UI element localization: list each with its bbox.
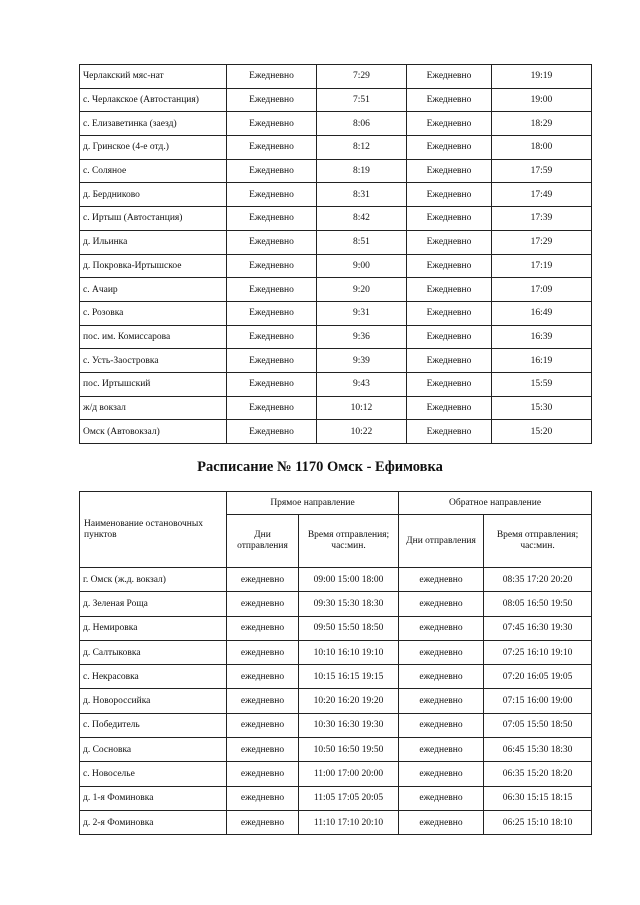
backward-time-cell: 17:39	[492, 207, 592, 231]
schedule-table-1	[79, 64, 592, 444]
backward-time-cell: 17:59	[492, 159, 592, 183]
stop-name-cell: с. Ачаир	[80, 278, 227, 302]
stop-name-cell: д. Ильинка	[80, 230, 227, 254]
backward-days-cell: ежедневно	[399, 592, 484, 616]
forward-time-cell: 9:43	[317, 372, 407, 396]
forward-days-cell: ежедневно	[227, 786, 299, 810]
forward-days-cell: Ежедневно	[227, 230, 317, 254]
backward-days-cell: Ежедневно	[407, 65, 492, 89]
backward-days-cell: ежедневно	[399, 665, 484, 689]
table-row	[80, 112, 592, 136]
stop-name-cell: д. 2-я Фоминовка	[80, 810, 227, 834]
backward-days-cell: Ежедневно	[407, 207, 492, 231]
forward-times-cell: 10:50 16:50 19:50	[299, 738, 399, 762]
forward-time-cell: 10:22	[317, 420, 407, 444]
forward-time-cell: 8:42	[317, 207, 407, 231]
stop-name-cell: с. Усть-Заостровка	[80, 349, 227, 373]
table-row	[80, 349, 592, 373]
forward-days-cell: ежедневно	[227, 568, 299, 592]
backward-days-cell: Ежедневно	[407, 183, 492, 207]
forward-days-cell: Ежедневно	[227, 396, 317, 420]
forward-times-cell: 11:05 17:05 20:05	[299, 786, 399, 810]
table-row	[80, 372, 592, 396]
page-title: Расписание № 1170 Омск - Ефимовка	[197, 459, 443, 475]
stop-name-cell: с. Новоселье	[80, 762, 227, 786]
table-row	[80, 396, 592, 420]
backward-time-cell: 17:19	[492, 254, 592, 278]
forward-days-cell: Ежедневно	[227, 349, 317, 373]
table-row	[80, 640, 592, 664]
schedule-table-2-body	[80, 568, 592, 835]
backward-days-cell: Ежедневно	[407, 112, 492, 136]
table-row	[80, 738, 592, 762]
forward-days-cell: ежедневно	[227, 762, 299, 786]
forward-days-cell: Ежедневно	[227, 65, 317, 89]
schedule-table-1-body	[80, 65, 592, 444]
backward-time-cell: 15:59	[492, 372, 592, 396]
forward-days-cell: Ежедневно	[227, 207, 317, 231]
stop-name-cell: Черлакский мяс-нат	[80, 65, 227, 89]
forward-time-cell: 9:20	[317, 278, 407, 302]
forward-days-cell: Ежедневно	[227, 183, 317, 207]
backward-time-cell: 19:00	[492, 88, 592, 112]
backward-days-cell: Ежедневно	[407, 278, 492, 302]
forward-time-cell: 8:06	[317, 112, 407, 136]
stop-name-cell: д. Покровка-Иртышское	[80, 254, 227, 278]
stop-name-cell: с. Некрасовка	[80, 665, 227, 689]
schedule-table-2-header	[80, 492, 592, 568]
stop-name-cell: с. Елизаветинка (заезд)	[80, 112, 227, 136]
backward-time-cell: 18:00	[492, 136, 592, 160]
forward-time-cell: 9:36	[317, 325, 407, 349]
header-backward-time: Время отправления; час:мин.	[484, 515, 592, 568]
forward-time-cell: 8:12	[317, 136, 407, 160]
backward-days-cell: Ежедневно	[407, 88, 492, 112]
backward-days-cell: Ежедневно	[407, 396, 492, 420]
backward-times-cell: 07:45 16:30 19:30	[484, 616, 592, 640]
forward-time-cell: 8:19	[317, 159, 407, 183]
table-row	[80, 420, 592, 444]
forward-days-cell: ежедневно	[227, 810, 299, 834]
forward-times-cell: 10:15 16:15 19:15	[299, 665, 399, 689]
stop-name-cell: ж/д вокзал	[80, 396, 227, 420]
backward-times-cell: 08:05 16:50 19:50	[484, 592, 592, 616]
forward-days-cell: Ежедневно	[227, 88, 317, 112]
forward-time-cell: 9:39	[317, 349, 407, 373]
stop-name-cell: д. Сосновка	[80, 738, 227, 762]
schedule-table-2	[79, 491, 592, 835]
backward-time-cell: 17:29	[492, 230, 592, 254]
backward-days-cell: ежедневно	[399, 616, 484, 640]
backward-days-cell: Ежедневно	[407, 349, 492, 373]
backward-days-cell: ежедневно	[399, 568, 484, 592]
table-row	[80, 136, 592, 160]
stop-name-cell: с. Розовка	[80, 301, 227, 325]
forward-days-cell: ежедневно	[227, 616, 299, 640]
backward-times-cell: 06:30 15:15 18:15	[484, 786, 592, 810]
forward-times-cell: 09:30 15:30 18:30	[299, 592, 399, 616]
backward-time-cell: 17:09	[492, 278, 592, 302]
forward-times-cell: 10:10 16:10 19:10	[299, 640, 399, 664]
forward-days-cell: Ежедневно	[227, 420, 317, 444]
backward-times-cell: 06:35 15:20 18:20	[484, 762, 592, 786]
stop-name-cell: д. Зеленая Роща	[80, 592, 227, 616]
forward-time-cell: 8:31	[317, 183, 407, 207]
backward-days-cell: Ежедневно	[407, 301, 492, 325]
backward-times-cell: 06:25 15:10 18:10	[484, 810, 592, 834]
table-row	[80, 762, 592, 786]
stop-name-cell: д. Новороссийка	[80, 689, 227, 713]
forward-days-cell: ежедневно	[227, 640, 299, 664]
table-row	[80, 616, 592, 640]
backward-days-cell: Ежедневно	[407, 325, 492, 349]
forward-days-cell: Ежедневно	[227, 372, 317, 396]
backward-days-cell: Ежедневно	[407, 230, 492, 254]
forward-time-cell: 9:00	[317, 254, 407, 278]
forward-days-cell: Ежедневно	[227, 325, 317, 349]
table-row	[80, 183, 592, 207]
table-row	[80, 301, 592, 325]
forward-days-cell: Ежедневно	[227, 136, 317, 160]
forward-time-cell: 10:12	[317, 396, 407, 420]
forward-days-cell: ежедневно	[227, 665, 299, 689]
table-row	[80, 713, 592, 737]
stop-name-cell: д. Немировка	[80, 616, 227, 640]
table-row	[80, 159, 592, 183]
stop-name-cell: Омск (Автовокзал)	[80, 420, 227, 444]
forward-days-cell: Ежедневно	[227, 254, 317, 278]
header-backward-direction: Обратное направление	[399, 492, 592, 515]
table-row	[80, 325, 592, 349]
backward-time-cell: 15:30	[492, 396, 592, 420]
backward-days-cell: Ежедневно	[407, 420, 492, 444]
backward-times-cell: 07:20 16:05 19:05	[484, 665, 592, 689]
table-row	[80, 810, 592, 834]
table-row	[80, 689, 592, 713]
backward-days-cell: ежедневно	[399, 713, 484, 737]
forward-times-cell: 09:00 15:00 18:00	[299, 568, 399, 592]
backward-days-cell: ежедневно	[399, 640, 484, 664]
backward-times-cell: 07:25 16:10 19:10	[484, 640, 592, 664]
forward-days-cell: ежедневно	[227, 592, 299, 616]
backward-days-cell: Ежедневно	[407, 136, 492, 160]
forward-time-cell: 8:51	[317, 230, 407, 254]
backward-days-cell: ежедневно	[399, 689, 484, 713]
backward-time-cell: 16:19	[492, 349, 592, 373]
stop-name-cell: пос. Иртышский	[80, 372, 227, 396]
backward-days-cell: Ежедневно	[407, 254, 492, 278]
header-stop-name: Наименование остановочных пунктов	[80, 492, 227, 568]
table-row	[80, 88, 592, 112]
forward-days-cell: ежедневно	[227, 738, 299, 762]
table-row	[80, 786, 592, 810]
forward-times-cell: 11:10 17:10 20:10	[299, 810, 399, 834]
table-row	[80, 568, 592, 592]
table-row	[80, 207, 592, 231]
forward-days-cell: ежедневно	[227, 713, 299, 737]
backward-days-cell: Ежедневно	[407, 372, 492, 396]
table-row	[80, 65, 592, 89]
table-row	[80, 254, 592, 278]
table-row	[80, 230, 592, 254]
backward-time-cell: 18:29	[492, 112, 592, 136]
backward-times-cell: 08:35 17:20 20:20	[484, 568, 592, 592]
backward-time-cell: 17:49	[492, 183, 592, 207]
forward-days-cell: Ежедневно	[227, 159, 317, 183]
table-row	[80, 278, 592, 302]
forward-days-cell: Ежедневно	[227, 278, 317, 302]
forward-time-cell: 9:31	[317, 301, 407, 325]
header-forward-days: Дни отправления	[227, 515, 299, 568]
forward-times-cell: 10:20 16:20 19:20	[299, 689, 399, 713]
backward-days-cell: ежедневно	[399, 762, 484, 786]
stop-name-cell: пос. им. Комиссарова	[80, 325, 227, 349]
header-forward-direction: Прямое направление	[227, 492, 399, 515]
stop-name-cell: г. Омск (ж.д. вокзал)	[80, 568, 227, 592]
stop-name-cell: д. Бердниково	[80, 183, 227, 207]
backward-days-cell: Ежедневно	[407, 159, 492, 183]
stop-name-cell: д. 1-я Фоминовка	[80, 786, 227, 810]
backward-times-cell: 07:05 15:50 18:50	[484, 713, 592, 737]
stop-name-cell: с. Победитель	[80, 713, 227, 737]
table-row	[80, 665, 592, 689]
stop-name-cell: с. Соляное	[80, 159, 227, 183]
backward-time-cell: 15:20	[492, 420, 592, 444]
table-row	[80, 592, 592, 616]
forward-days-cell: ежедневно	[227, 689, 299, 713]
forward-times-cell: 11:00 17:00 20:00	[299, 762, 399, 786]
forward-times-cell: 10:30 16:30 19:30	[299, 713, 399, 737]
forward-times-cell: 09:50 15:50 18:50	[299, 616, 399, 640]
header-forward-time: Время отправления; час:мин.	[299, 515, 399, 568]
forward-days-cell: Ежедневно	[227, 301, 317, 325]
stop-name-cell: д. Гринское (4-е отд.)	[80, 136, 227, 160]
backward-days-cell: ежедневно	[399, 810, 484, 834]
header-backward-days: Дни отправления	[399, 515, 484, 568]
backward-days-cell: ежедневно	[399, 738, 484, 762]
stop-name-cell: с. Иртыш (Автостанция)	[80, 207, 227, 231]
forward-days-cell: Ежедневно	[227, 112, 317, 136]
stop-name-cell: д. Салтыковка	[80, 640, 227, 664]
backward-days-cell: ежедневно	[399, 786, 484, 810]
backward-times-cell: 06:45 15:30 18:30	[484, 738, 592, 762]
stop-name-cell: с. Черлакское (Автостанция)	[80, 88, 227, 112]
backward-time-cell: 16:39	[492, 325, 592, 349]
forward-time-cell: 7:51	[317, 88, 407, 112]
backward-time-cell: 19:19	[492, 65, 592, 89]
backward-times-cell: 07:15 16:00 19:00	[484, 689, 592, 713]
backward-time-cell: 16:49	[492, 301, 592, 325]
forward-time-cell: 7:29	[317, 65, 407, 89]
